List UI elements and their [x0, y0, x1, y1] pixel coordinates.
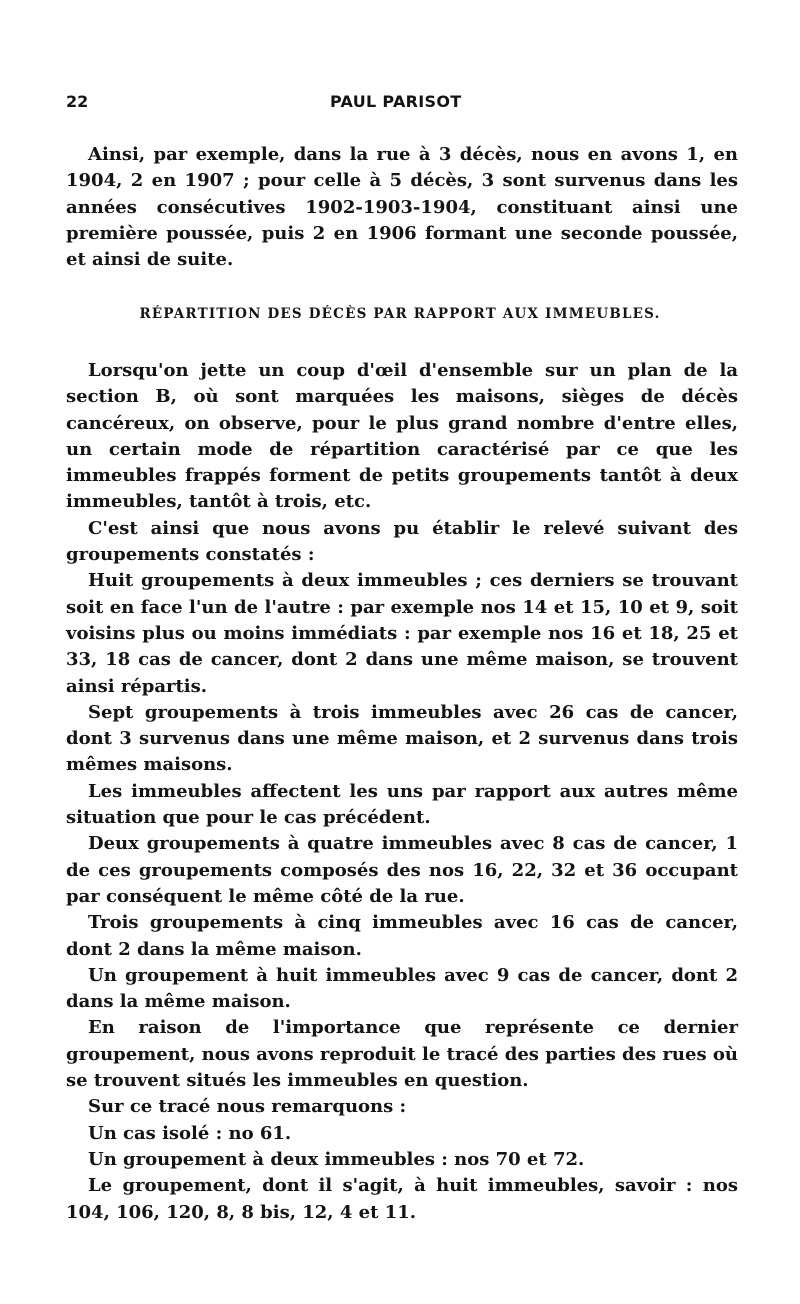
intro-block [66, 142, 738, 273]
page-number: 22 [66, 92, 89, 111]
paragraph: C'est ainsi que nous avons pu établir le relevé suivant des groupements constatés : [66, 517, 738, 566]
paragraph: Un cas isolé : no 61. [88, 1122, 292, 1144]
running-head [0, 92, 800, 116]
paragraph: Lorsqu'on jette un coup d'œil d'ensemble sur un plan de la section B, où sont marquées les maisons, sièges de décès cancéreux, on observe, pour le plus grand nombre d'entre elles, un certain mode de répartition caractérisé par ce que les immeubles frappés forment de petits groupements tantôt à deux immeubles, tantôt à trois, etc. [66, 360, 738, 513]
paragraph: En raison de l'importance que représente ce dernier groupement, nous avons reproduit le tracé des parties des rues où se trouvent situés les immeubles en question. [66, 1017, 738, 1092]
section-heading: RÉPARTITION DES DÉCÈS PAR RAPPORT AUX IMMEUBLES. [139, 306, 661, 322]
paragraph: Un groupement à huit immeubles avec 9 cas de cancer, dont 2 dans la même maison. [66, 964, 738, 1013]
paragraph: Trois groupements à cinq immeubles avec 16 cas de cancer, dont 2 dans la même maison. [66, 912, 738, 960]
intro-paragraph: Ainsi, par exemple, dans la rue à 3 décès, nous en avons 1, en 1904, 2 en 1907 ; pour celle à 5 décès, 3 sont survenus dans les années consécutives 1902-1903-1904, constituant ainsi une première poussée, puis 2 en 1906 formant une seconde poussée, et ainsi de suite. [66, 144, 738, 271]
paragraph: Deux groupements à quatre immeubles avec 8 cas de cancer, 1 de ces groupements composés des nos 16, 22, 32 et 36 occupant par conséquent le même côté de la rue. [66, 833, 738, 907]
body-text [66, 358, 738, 1226]
paragraph: Huit groupements à deux immeubles ; ces derniers se trouvant soit en face l'un de l'autre : par exemple nos 14 et 15, 10 et 9, soit voisins plus ou moins immédiats : par exemple nos 16 et 18, 25 et 33, 18 cas de cancer, dont 2 dans une même maison, se trouvent ainsi répartis. [66, 570, 738, 697]
paragraph: Sur ce tracé nous remarquons : [88, 1096, 407, 1118]
running-title: PAUL PARISOT [330, 92, 462, 111]
paragraph: Sept groupements à trois immeubles avec 26 cas de cancer, dont 3 survenus dans une même maison, et 2 survenus dans trois mêmes maisons. [66, 701, 738, 776]
paragraph: Un groupement à deux immeubles : nos 70 et 72. [88, 1148, 585, 1170]
paragraph: Les immeubles affectent les uns par rapport aux autres même situation que pour le cas précédent. [66, 780, 738, 829]
paragraph: Le groupement, dont il s'agit, à huit immeubles, savoir : nos 104, 106, 120, 8, 8 bis, 12, 4 et 11. [66, 1175, 738, 1223]
